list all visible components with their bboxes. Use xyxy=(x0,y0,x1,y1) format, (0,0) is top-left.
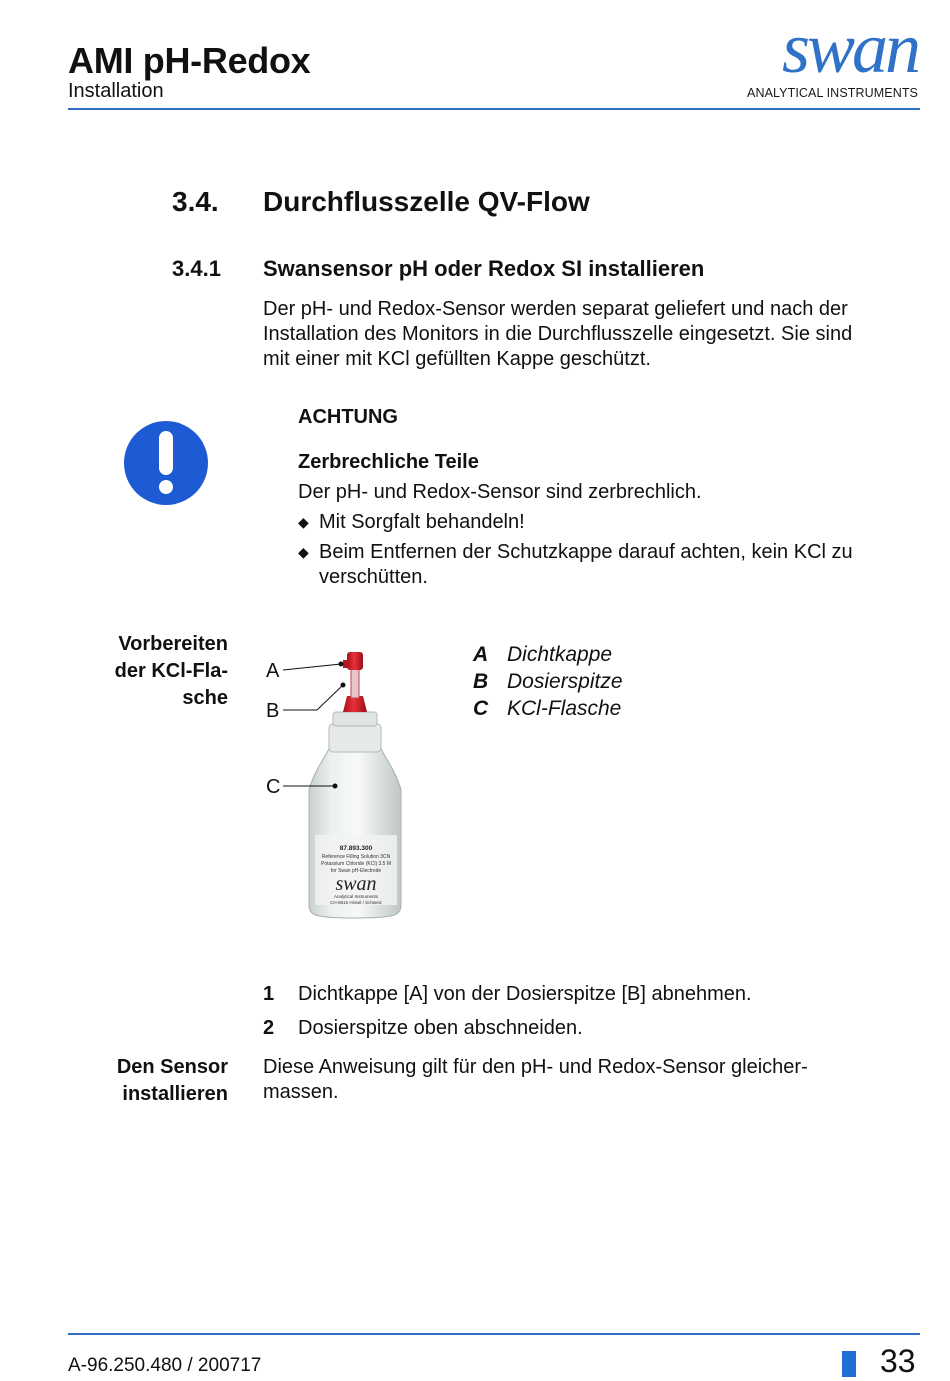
header-divider xyxy=(68,108,920,110)
page-marker xyxy=(842,1351,856,1377)
warning-bullets xyxy=(298,510,923,590)
bottle-label-line: Potassium Chloride (KCl) 3.5 M xyxy=(320,861,392,867)
bullet-item: ◆ Mit Sorgfalt behandeln! xyxy=(298,511,525,533)
callout-label-c: C xyxy=(266,776,281,798)
callout-dot-c xyxy=(333,784,338,789)
section-title: Durchflusszelle QV-Flow xyxy=(263,186,590,217)
subsection-number: 3.4.1 xyxy=(172,256,221,281)
kcl-bottle-illustration xyxy=(255,640,430,925)
logo-tagline: ANALYTICAL INSTRUMENTS xyxy=(747,86,918,100)
side-label-prepare: Vorbereiten der KCl-Fla- sche xyxy=(114,633,228,709)
bottle-brand: swan xyxy=(335,873,377,895)
document-code: A-96.250.480 / 200717 xyxy=(68,1355,262,1376)
warning-heading: ACHTUNG xyxy=(298,406,398,428)
legend-item-c: C KCl-Flasche xyxy=(473,697,622,720)
subsection-title: Swansensor pH oder Redox SI installieren xyxy=(263,256,705,281)
footer-divider xyxy=(68,1333,920,1335)
step-text: Dosierspitze oben abschneiden. xyxy=(298,1017,583,1039)
legend-item-b: B Dosierspitze xyxy=(473,670,623,693)
intro-line: mit einer mit KCl gefüllten Kappe geschützt. xyxy=(263,348,651,370)
document-subtitle: Installation xyxy=(68,80,164,102)
bottle-label-line: Reference Filling Solution 3CN xyxy=(321,854,391,860)
swan-logo: swan xyxy=(781,8,918,88)
bottle-label-line: Analytical Instruments xyxy=(333,894,379,899)
diamond-bullet-icon: ◆ xyxy=(298,544,309,560)
callout-dot-b xyxy=(341,683,346,688)
callout-line-a xyxy=(283,664,341,670)
step-number: 1 xyxy=(263,983,275,1005)
sensor-paragraph: Diese Anweisung gilt für den pH- und Redox-Sensor gleicher- massen. xyxy=(263,1056,808,1103)
step-number: 2 xyxy=(263,1017,275,1039)
callout-line-b xyxy=(283,685,343,710)
step-item xyxy=(263,982,752,1007)
document-title: AMI pH-Redox xyxy=(68,40,311,81)
bottle-label-line: CH-8615 Hinwil / Schweiz xyxy=(330,900,382,905)
callout-label-b: B xyxy=(266,700,280,722)
exclamation-circle-icon xyxy=(124,421,208,505)
intro-line: Der pH- und Redox-Sensor werden separat geliefert und nach der xyxy=(263,298,848,320)
warning-subheading: Zerbrechliche Teile xyxy=(298,451,479,473)
bottle-label-line: for Swan pH-Electrode xyxy=(330,868,382,874)
bullet-item: ◆ Beim Entfernen der Schutzkappe darauf achten, kein KCl zu verschütten. xyxy=(298,541,853,588)
intro-line: Installation des Monitors in die Durchflusszelle eingesetzt. Sie sind xyxy=(263,323,853,345)
page-number: 33 xyxy=(880,1343,916,1379)
step-item xyxy=(263,1016,583,1041)
callout-label-a: A xyxy=(266,660,280,682)
diamond-bullet-icon: ◆ xyxy=(298,514,309,530)
section-number: 3.4. xyxy=(172,186,219,217)
warning-text: Der pH- und Redox-Sensor sind zerbrechlich. xyxy=(298,481,702,503)
side-label-install-sensor: Den Sensor installieren xyxy=(116,1056,228,1105)
step-text: Dichtkappe [A] von der Dosierspitze [B] abnehmen. xyxy=(298,983,752,1005)
intro-paragraph xyxy=(263,297,923,372)
legend-item-a: A Dichtkappe xyxy=(473,643,613,666)
callout-dot-a xyxy=(339,662,344,667)
bottle-label-line: 87.893.300 xyxy=(339,845,373,852)
